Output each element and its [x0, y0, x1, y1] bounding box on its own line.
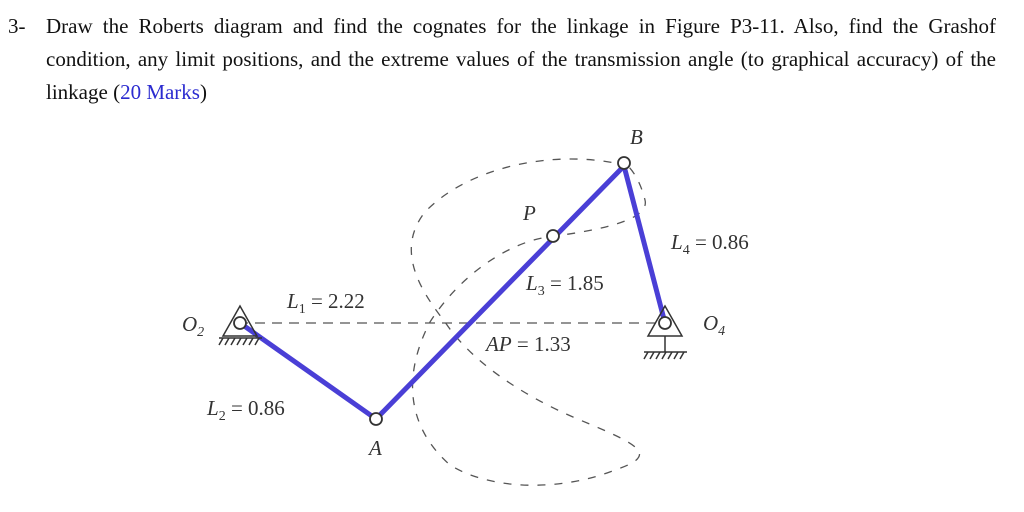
- label-AP: AP = 1.33: [486, 332, 571, 356]
- ground-pivot-O4-icon: [644, 306, 687, 359]
- pin-P: [547, 230, 559, 242]
- label-B: B: [630, 125, 643, 149]
- pin-B: [618, 157, 630, 169]
- pin-A: [370, 413, 382, 425]
- marks-open: (: [113, 80, 121, 104]
- marks-close: ): [199, 80, 207, 104]
- question-number: 3-: [8, 14, 26, 38]
- label-L4: $L_4 = 0.86$: [671, 230, 749, 258]
- label-L1: $L_1 = 2.22$: [287, 289, 365, 317]
- link-rocker-L4: [624, 166, 665, 323]
- label-A: A: [369, 436, 382, 460]
- question-body: Draw the Roberts diagram and find the cognates for the linkage in Figure P3-11. Also, find the Grashof condition, any limit positions, and the extreme values of the transmission angle (to graphical accuracy) of the linkage: [46, 14, 996, 104]
- label-L2: $L_2 = 0.86$: [207, 396, 285, 424]
- label-P: P: [523, 201, 536, 225]
- label-O4: $O_4$: [703, 311, 726, 339]
- marks-value: 20 Marks: [120, 80, 200, 104]
- ground-pivot-O2-icon: [219, 306, 262, 345]
- label-L3: $L_3 = 1.85$: [526, 271, 604, 299]
- label-O2: $O_2$: [182, 312, 205, 340]
